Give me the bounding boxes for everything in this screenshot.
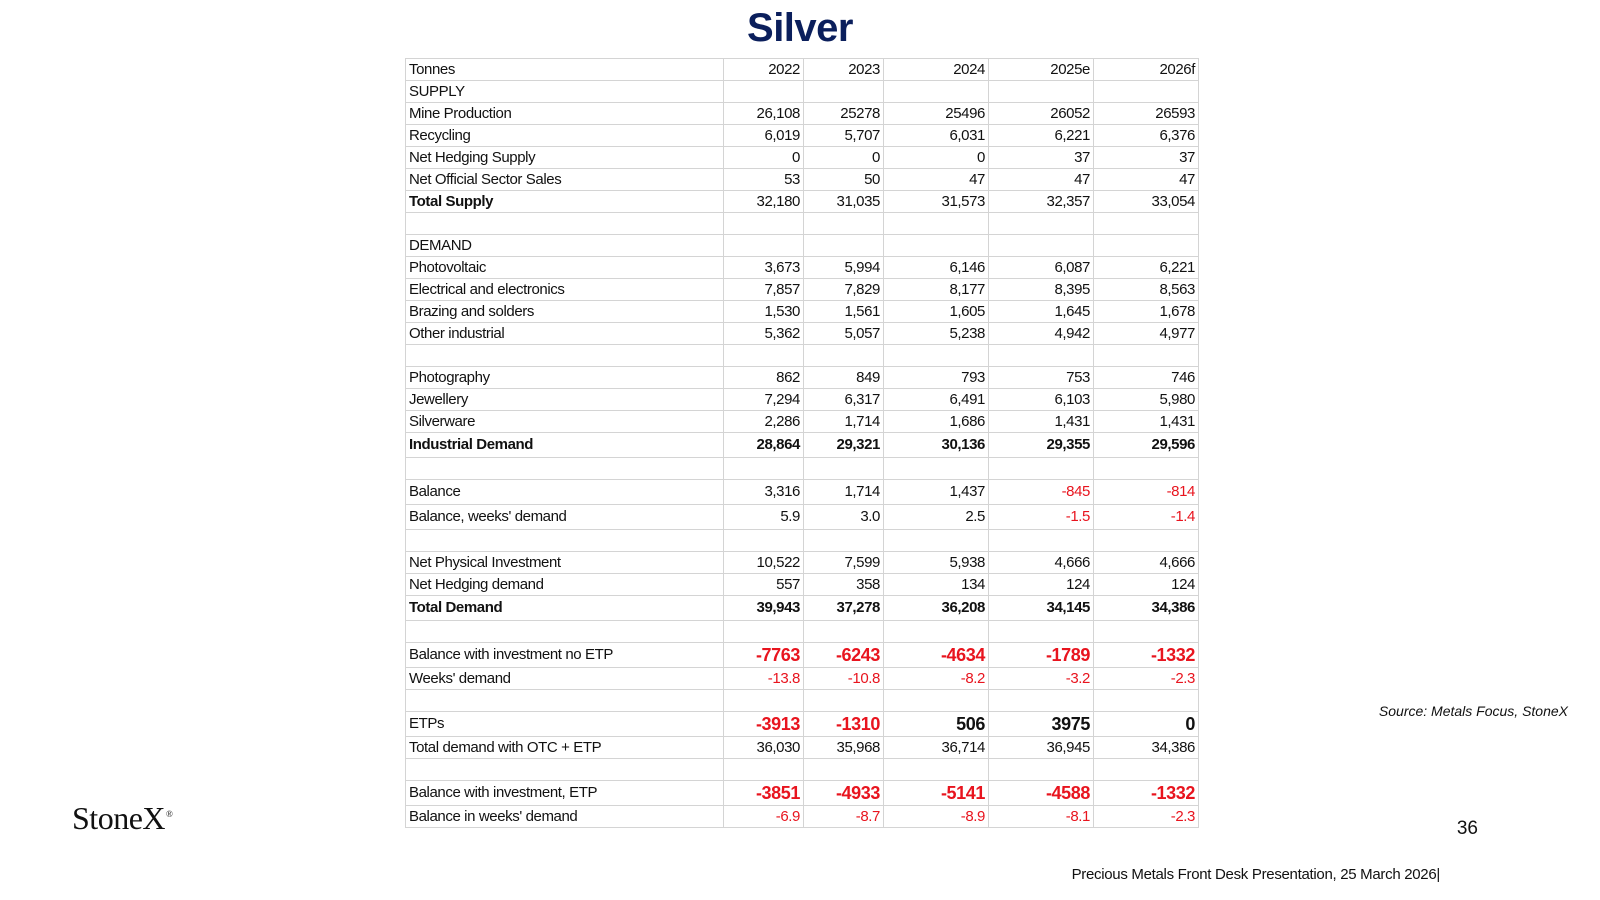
row-label: Electrical and electronics [406,279,724,301]
table-row [406,191,1199,213]
row-value [724,530,804,552]
row-value: -4933 [804,781,884,806]
row-value [724,621,804,643]
header-2022: 2022 [724,59,804,81]
row-label: Industrial Demand [406,433,724,458]
row-value: 6,376 [1094,125,1199,147]
row-value [1094,458,1199,480]
row-value [804,235,884,257]
row-value: -6243 [804,643,884,668]
row-value: 0 [884,147,989,169]
row-value: 36,945 [989,737,1094,759]
row-value: -5141 [884,781,989,806]
row-value: -8.2 [884,668,989,690]
row-value [989,345,1094,367]
row-value [989,759,1094,781]
row-value: 134 [884,574,989,596]
row-value: 6,019 [724,125,804,147]
row-value [804,621,884,643]
row-value: 8,563 [1094,279,1199,301]
row-value [804,345,884,367]
row-value: -1789 [989,643,1094,668]
row-value: 26052 [989,103,1094,125]
row-label [406,530,724,552]
row-value: 29,596 [1094,433,1199,458]
row-value: 33,054 [1094,191,1199,213]
table-row [406,81,1199,103]
row-label [406,458,724,480]
row-value: 124 [989,574,1094,596]
row-value: -8.7 [804,806,884,828]
table-row [406,389,1199,411]
row-value [884,458,989,480]
row-label: Balance with investment no ETP [406,643,724,668]
logo-text: StoneX [72,800,165,836]
table-row [406,367,1199,389]
row-value [884,345,989,367]
table-row [406,301,1199,323]
stonex-logo [72,800,172,837]
header-2023: 2023 [804,59,884,81]
table-row [406,712,1199,737]
table-row [406,552,1199,574]
row-value: 36,030 [724,737,804,759]
row-value: 753 [989,367,1094,389]
row-value: -845 [989,480,1094,505]
row-value: 5,057 [804,323,884,345]
row-value: -10.8 [804,668,884,690]
row-label: Balance, weeks' demand [406,505,724,530]
row-value: 849 [804,367,884,389]
row-value: 4,666 [1094,552,1199,574]
page-title: Silver [747,6,853,50]
row-value [1094,235,1199,257]
row-value [724,81,804,103]
row-value: -7763 [724,643,804,668]
table-body [406,81,1199,828]
row-value: -3913 [724,712,804,737]
row-value: 0 [804,147,884,169]
table-row [406,458,1199,480]
row-value: 1,431 [1094,411,1199,433]
row-value: -8.9 [884,806,989,828]
row-value: 34,386 [1094,737,1199,759]
table-row [406,169,1199,191]
row-value [804,759,884,781]
table-row [406,345,1199,367]
table-row [406,574,1199,596]
row-value: 506 [884,712,989,737]
row-value [1094,345,1199,367]
row-value [989,621,1094,643]
row-value: 29,355 [989,433,1094,458]
row-value [989,213,1094,235]
table-row [406,781,1199,806]
row-value: 25496 [884,103,989,125]
row-label: Balance [406,480,724,505]
row-value: -1.5 [989,505,1094,530]
row-value: 0 [724,147,804,169]
row-value: 5,980 [1094,389,1199,411]
row-value: 7,829 [804,279,884,301]
row-value: 30,136 [884,433,989,458]
row-value [724,759,804,781]
row-label: Other industrial [406,323,724,345]
table-row [406,235,1199,257]
row-value [1094,213,1199,235]
row-value: 0 [1094,712,1199,737]
row-value: 1,437 [884,480,989,505]
source-note: Source: Metals Focus, StoneX [1378,703,1568,719]
row-value: -1310 [804,712,884,737]
table-row [406,668,1199,690]
row-value: 6,146 [884,257,989,279]
row-value: 10,522 [724,552,804,574]
row-value: 34,386 [1094,596,1199,621]
row-value [1094,530,1199,552]
row-value: 7,599 [804,552,884,574]
row-value: 1,686 [884,411,989,433]
row-label [406,621,724,643]
table-row [406,125,1199,147]
row-value: -1.4 [1094,505,1199,530]
table-row [406,759,1199,781]
row-label: ETPs [406,712,724,737]
row-value: 6,087 [989,257,1094,279]
row-value: 6,103 [989,389,1094,411]
row-value [989,458,1094,480]
row-label: Balance with investment, ETP [406,781,724,806]
row-value: -4634 [884,643,989,668]
row-label: Total Demand [406,596,724,621]
row-value: 6,031 [884,125,989,147]
row-label: Mine Production [406,103,724,125]
row-value [1094,690,1199,712]
row-value: 6,491 [884,389,989,411]
table-row [406,690,1199,712]
row-value: 37 [989,147,1094,169]
row-value: 5,707 [804,125,884,147]
table-row [406,806,1199,828]
row-value: 4,977 [1094,323,1199,345]
registered-mark: ® [166,809,173,820]
row-value [724,213,804,235]
row-value: 34,145 [989,596,1094,621]
row-value: 8,177 [884,279,989,301]
row-value [804,530,884,552]
row-value: 32,180 [724,191,804,213]
row-label: Total demand with OTC + ETP [406,737,724,759]
row-value: 1,561 [804,301,884,323]
row-label: Recycling [406,125,724,147]
row-label: Photography [406,367,724,389]
row-value: -1332 [1094,643,1199,668]
row-value: 28,864 [724,433,804,458]
row-value [989,235,1094,257]
row-label [406,690,724,712]
row-label [406,759,724,781]
row-value: 1,645 [989,301,1094,323]
header-tonnes: Tonnes [406,59,724,81]
row-value: 31,573 [884,191,989,213]
row-value: 6,317 [804,389,884,411]
row-value [884,530,989,552]
row-value: 124 [1094,574,1199,596]
row-value [884,690,989,712]
row-value: 4,942 [989,323,1094,345]
row-value: -4588 [989,781,1094,806]
row-label: Net Hedging Supply [406,147,724,169]
row-label: Net Official Sector Sales [406,169,724,191]
table-header-row [406,59,1199,81]
row-value: 5.9 [724,505,804,530]
row-value [1094,81,1199,103]
table-row [406,213,1199,235]
row-value [884,621,989,643]
row-label: Weeks' demand [406,668,724,690]
table-row [406,530,1199,552]
row-value: 1,530 [724,301,804,323]
row-label [406,213,724,235]
row-value: 3,673 [724,257,804,279]
row-value: 358 [804,574,884,596]
row-value: 35,968 [804,737,884,759]
row-value [1094,621,1199,643]
row-value: -1332 [1094,781,1199,806]
row-value: 1,714 [804,480,884,505]
row-label: Balance in weeks' demand [406,806,724,828]
row-value: 5,238 [884,323,989,345]
row-value: 2.5 [884,505,989,530]
row-value [724,235,804,257]
table-row [406,596,1199,621]
row-value: 29,321 [804,433,884,458]
row-value: 26,108 [724,103,804,125]
row-value: -814 [1094,480,1199,505]
row-value: 36,208 [884,596,989,621]
row-value: -3.2 [989,668,1094,690]
table-row [406,643,1199,668]
row-value [724,345,804,367]
row-label: Jewellery [406,389,724,411]
row-label: Net Physical Investment [406,552,724,574]
row-value [989,530,1094,552]
row-value [1094,759,1199,781]
page-number: 36 [1456,818,1478,839]
row-value: 50 [804,169,884,191]
row-value: -8.1 [989,806,1094,828]
row-value: 5,994 [804,257,884,279]
row-value: 1,431 [989,411,1094,433]
row-value [724,458,804,480]
row-value: -6.9 [724,806,804,828]
row-label [406,345,724,367]
row-value: 4,666 [989,552,1094,574]
row-value: 32,357 [989,191,1094,213]
table-row [406,505,1199,530]
table-row [406,621,1199,643]
row-value: 862 [724,367,804,389]
row-value: 1,714 [804,411,884,433]
table-row [406,103,1199,125]
row-label: SUPPLY [406,81,724,103]
row-value: 53 [724,169,804,191]
row-value: 8,395 [989,279,1094,301]
row-value [804,213,884,235]
row-value [724,690,804,712]
row-value: 6,221 [989,125,1094,147]
header-2026f: 2026f [1094,59,1199,81]
row-value: 36,714 [884,737,989,759]
row-value: 47 [884,169,989,191]
row-value: 1,605 [884,301,989,323]
row-value [804,458,884,480]
row-value: 1,678 [1094,301,1199,323]
header-2025e: 2025e [989,59,1094,81]
row-value [989,690,1094,712]
row-value: -13.8 [724,668,804,690]
row-label: Net Hedging demand [406,574,724,596]
row-label: Silverware [406,411,724,433]
row-label: Total Supply [406,191,724,213]
row-value: 6,221 [1094,257,1199,279]
table-row [406,411,1199,433]
row-value: 3,316 [724,480,804,505]
row-value: 3975 [989,712,1094,737]
row-value: 47 [1094,169,1199,191]
row-value: 47 [989,169,1094,191]
row-value: 3.0 [804,505,884,530]
row-value: 557 [724,574,804,596]
row-value: 31,035 [804,191,884,213]
row-value [804,690,884,712]
row-value: 7,857 [724,279,804,301]
row-value: 793 [884,367,989,389]
row-value: 26593 [1094,103,1199,125]
row-value: 746 [1094,367,1199,389]
table-row [406,433,1199,458]
row-value: 7,294 [724,389,804,411]
row-label: Brazing and solders [406,301,724,323]
row-value: -2.3 [1094,668,1199,690]
row-value: -3851 [724,781,804,806]
table-row [406,323,1199,345]
row-value: 37 [1094,147,1199,169]
table-row [406,480,1199,505]
row-value: 37,278 [804,596,884,621]
header-2024: 2024 [884,59,989,81]
table-row [406,737,1199,759]
row-value [884,213,989,235]
row-value [804,81,884,103]
row-value: 39,943 [724,596,804,621]
row-value: 2,286 [724,411,804,433]
row-label: DEMAND [406,235,724,257]
silver-supply-demand-table [405,58,1199,828]
table-row [406,147,1199,169]
row-value: 5,362 [724,323,804,345]
row-value [989,81,1094,103]
row-value: 5,938 [884,552,989,574]
table-row [406,257,1199,279]
row-value [884,235,989,257]
row-value: -2.3 [1094,806,1199,828]
row-value [884,81,989,103]
row-value: 25278 [804,103,884,125]
row-value [884,759,989,781]
table-row [406,279,1199,301]
footer-text: Precious Metals Front Desk Presentation, 25 March 2026| [1071,866,1440,883]
row-label: Photovoltaic [406,257,724,279]
